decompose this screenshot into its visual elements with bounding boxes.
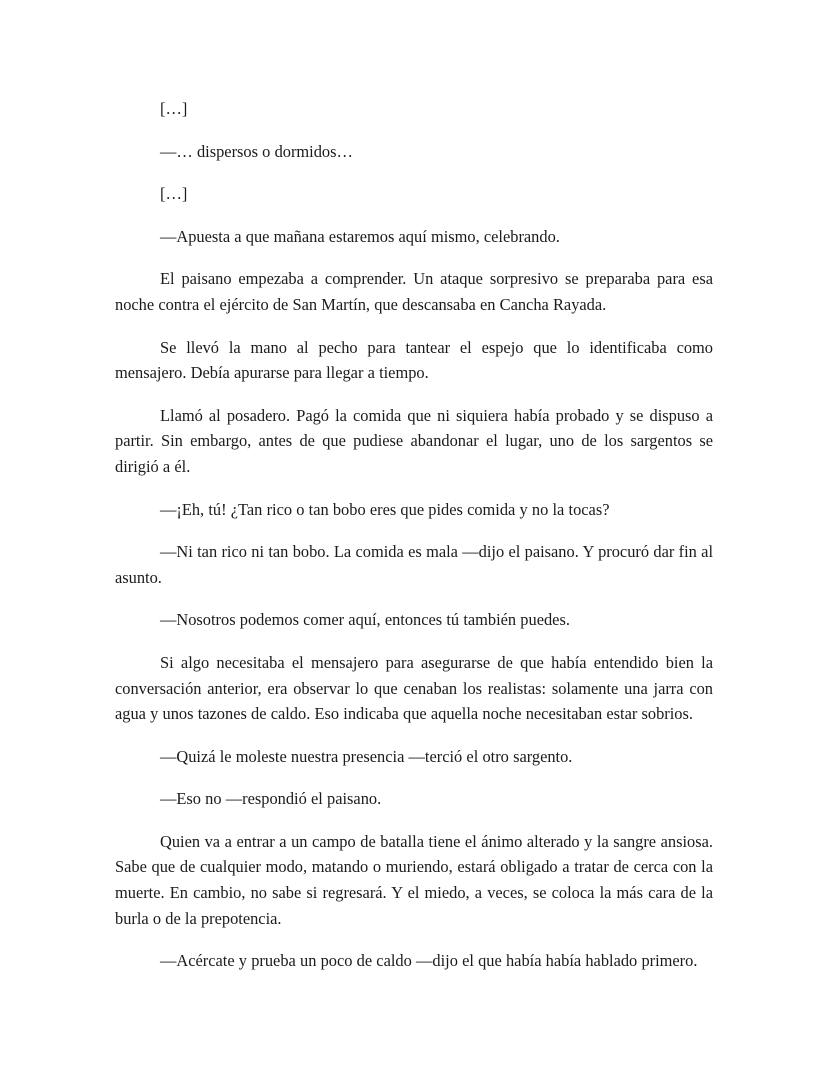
paragraph-ellipsis-2: […] [160,184,188,204]
paragraph-dialogue-eso-no: —Eso no —respondió el paisano. [160,789,382,809]
paragraph-dialogue-quiza-le-moleste: —Quizá le moleste nuestra presencia —terció el otro sargento. [160,746,573,766]
paragraph-dialogue-apuesta: —Apuesta a que mañana estaremos aquí mismo, celebrando. [160,226,560,246]
paragraph-dialogue-dispersos: —… dispersos o dormidos… [160,141,353,161]
paragraph-ellipsis-1: […] [160,99,188,118]
paragraph-narrative-campo-de-batalla: Quien va a entrar a un campo de batalla tiene el ánimo alterado y la sangre ansiosa. Sabe que de cualquier modo, matando o muriendo, estará obligado a tratar de cerca con la muerte. En cambio, no sabe si regresará. Y el miedo, a veces, se coloca la más cara de la burla o de la prepotencia. [115,831,713,928]
paragraph-narrative-paisano-comprender: El paisano empezaba a comprender. Un ataque sorpresivo se preparaba para esa noche contra el ejército de San Martín, que descansaba en Cancha Rayada. [115,269,713,314]
paragraph-dialogue-ni-tan-rico: —Ni tan rico ni tan bobo. La comida es mala —dijo el paisano. Y procuró dar fin al asunto. [115,542,713,587]
paragraph-dialogue-eh-tu: —¡Eh, tú! ¿Tan rico o tan bobo eres que pides comida y no la tocas? [160,499,610,519]
paragraph-dialogue-acercate: —Acércate y prueba un poco de caldo —dijo el que había había hablado primero. [160,951,698,971]
paragraph-narrative-posadero: Llamó al posadero. Pagó la comida que ni siquiera había probado y se dispuso a partir. Sin embargo, antes de que pudiese abandonar el lugar, uno de los sargentos se dirigió a él. [115,405,713,476]
text-column [115,96,713,974]
paragraph-narrative-realistas: Si algo necesitaba el mensajero para asegurarse de que había entendido bien la conversación anterior, era observar lo que cenaban los realistas: solamente una jarra con agua y unos tazones de caldo. Eso indicaba que aquella noche necesitaban estar sobrios. [115,652,713,724]
paragraph-narrative-espejo: Se llevó la mano al pecho para tantear el espejo que lo identificaba como mensajero. Debía apurarse para llegar a tiempo. [115,337,713,383]
paragraph-dialogue-nosotros-podemos: —Nosotros podemos comer aquí, entonces tú también puedes. [160,610,570,630]
